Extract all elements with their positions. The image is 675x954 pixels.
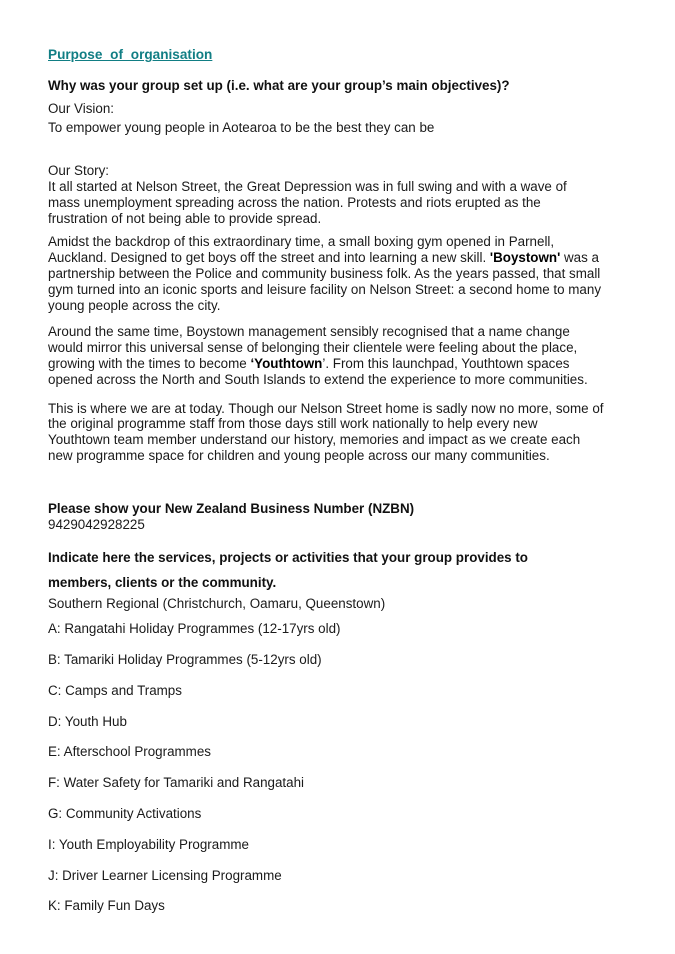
service-item-c: C: Camps and Tramps bbox=[48, 682, 182, 698]
question-nzbn: Please show your New Zealand Business Number (NZBN) bbox=[48, 500, 415, 516]
document-content bbox=[48, 47, 648, 914]
service-item-g: G: Community Activations bbox=[48, 805, 202, 821]
service-item-a: A: Rangatahi Holiday Programmes (12-17yrs old) bbox=[48, 621, 341, 637]
service-item-j: J: Driver Learner Licensing Programme bbox=[48, 867, 282, 883]
service-item-d: D: Youth Hub bbox=[48, 713, 127, 729]
service-item-k: K: Family Fun Days bbox=[48, 898, 165, 914]
service-item-b: B: Tamariki Holiday Programmes (5-12yrs old) bbox=[48, 651, 322, 667]
service-item-e: E: Afterschool Programmes bbox=[48, 744, 211, 760]
answer-vision-text: To empower young people in Aotearoa to be the best they can be bbox=[48, 120, 435, 136]
service-item-f: F: Water Safety for Tamariki and Rangatahi bbox=[48, 775, 305, 791]
service-item-i: I: Youth Employability Programme bbox=[48, 836, 249, 852]
section-heading-purpose-of-organisation: Purpose of organisation bbox=[48, 47, 213, 62]
question-services-provided: Indicate here the services, projects or activities that your group provides to members, clients or the community. bbox=[48, 550, 528, 590]
answer-services-region: Southern Regional (Christchurch, Oamaru, Queenstown) bbox=[48, 596, 386, 612]
question-group-objectives: Why was your group set up (i.e. what are your group’s main objectives)? bbox=[48, 77, 510, 93]
answer-story-paragraph-4: This is where we are at today. Though our Nelson Street home is sadly now no more, some of the original programme staff from those days still work nationally to help every new Youthtown team member understand our history, memories and impact as we create each new programme space for children and young people across our many communities. bbox=[48, 400, 604, 463]
answer-story-paragraph-1: Our Story: It all started at Nelson Street, the Great Depression was in full swing and with a wave of mass unemployment spreading across the nation. Protests and riots erupted as the frustration of not being able to provide spread. bbox=[48, 163, 567, 226]
answer-nzbn-number: 9429042928225 bbox=[48, 516, 145, 532]
answer-story-paragraph-2: Amidst the backdrop of this extraordinary time, a small boxing gym opened in Parnell, Auckland. Designed to get boys off the street and into learning a new skill. 'Boystown' was a partnership between the Police and community business folk. As the years passed, that small gym turned into an iconic sports and leisure facility on Nelson Street: a second home to many young people across the city. bbox=[48, 234, 602, 313]
answer-story-paragraph-3: Around the same time, Boystown management sensibly recognised that a name change would mirror this universal sense of belonging their clientele were feeling about the place, growing with the times to become ‘Youthtown’. From this launchpad, Youthtown spaces opened across the North and South Islands to extend the experience to more communities. bbox=[48, 324, 588, 387]
answer-vision-label: Our Vision: bbox=[48, 100, 114, 116]
